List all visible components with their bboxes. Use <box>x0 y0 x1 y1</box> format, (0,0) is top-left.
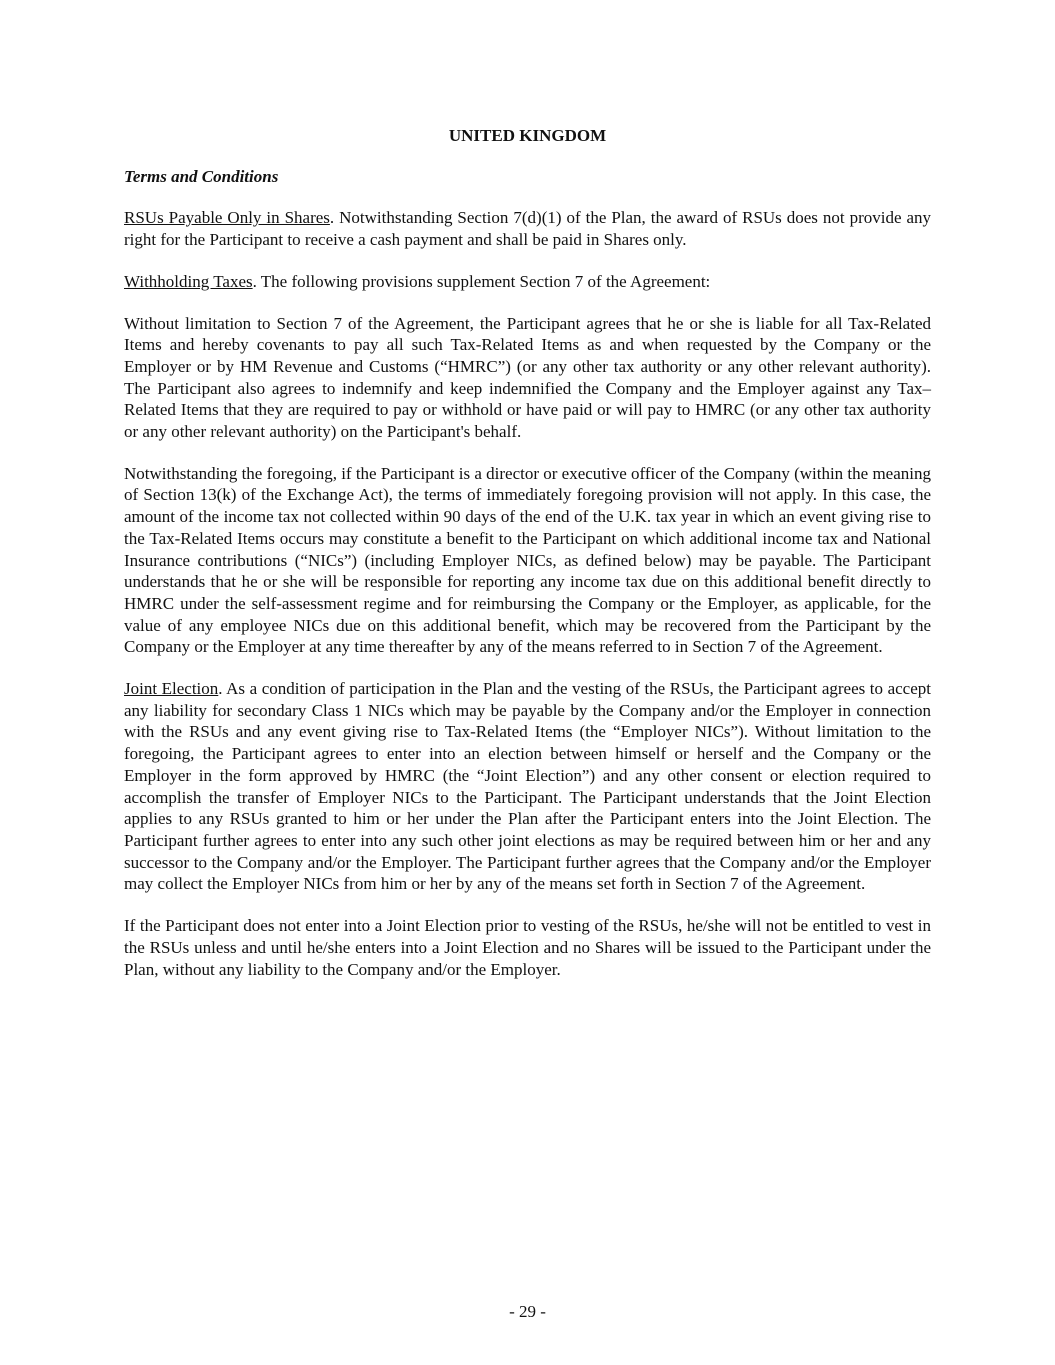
document-body <box>124 125 931 1000</box>
section-subheading: Terms and Conditions <box>124 166 279 186</box>
no-election-paragraph: If the Participant does not enter into a Joint Election prior to vesting of the RSUs, he/she will not be entitled to vest in the RSUs unless and until he/she enters into a Joint Election and no Shares will be issued to the Participant under the Plan, without any liability to the Company and/or the Employer. <box>124 916 931 979</box>
joint-election-paragraph <box>124 678 931 895</box>
withholding-paragraph <box>124 271 931 293</box>
withholding-text: . The following provisions supplement Section 7 of the Agreement: <box>252 271 711 291</box>
joint-election-text: . As a condition of participation in the Plan and the vesting of the RSUs, the Participant agrees to accept any liability for secondary Class 1 NICs which may be payable by the Company and/or the Employer in connection with the RSUs and any event giving rise to Tax-Related Items (the “Employer NICs”). Without limitation to the foregoing, the Participant agrees to enter into an election between himself or herself and the Company or the Employer in the form approved by HMRC (the “Joint Election”) and any other consent or election required to accomplish the transfer of Employer NICs to the Participant. The Participant understands that the Joint Election applies to any RSUs granted to him or her under the Plan after the Participant enters into the Joint Election. The Participant further agrees to enter into any such other joint elections as may be required between him or her and any successor to the Company and/or the Employer. The Participant further agrees that the Company and/or the Employer may collect the Employer NICs from him or her by any of the means set forth in Section 7 of the Agreement. <box>124 679 931 894</box>
rsus-payable-title: RSUs Payable Only in Shares <box>124 208 330 228</box>
rsus-payable-text: . Notwithstanding Section 7(d)(1) of the Plan, the award of RSUs does not provide any right for the Participant to receive a cash payment and shall be paid in Shares only. <box>124 208 932 250</box>
joint-election-title: Joint Election <box>124 679 219 699</box>
withholding-title: Withholding Taxes <box>124 271 253 291</box>
without-limitation-paragraph: Without limitation to Section 7 of the Agreement, the Participant agrees that he or she is liable for all Tax-Related Items and hereby covenants to pay all such Tax-Related Items as and when requested by the Company or the Employer or by HM Revenue and Customs (“HMRC”) (or any other tax authority or any other relevant authority). The Participant also agrees to indemnify and keep indemnified the Company and the Employer against any Tax–Related Items that they are required to pay or withhold or have paid or will pay to HMRC (or any other tax authority or any other relevant authority) on the Participant's behalf. <box>124 313 931 442</box>
page-number: - 29 - <box>509 1302 546 1321</box>
page-title: UNITED KINGDOM <box>448 126 607 145</box>
rsus-payable-paragraph <box>124 207 931 250</box>
notwithstanding-paragraph: Notwithstanding the foregoing, if the Participant is a director or executive officer of the Company (within the meaning of Section 13(k) of the Exchange Act), the terms of immediately foregoing provision will not apply. In this case, the amount of the income tax not collected within 90 days of the end of the U.K. tax year in which an event giving rise to the Tax-Related Items occurs may constitute a benefit to the Participant on which additional income tax and National Insurance contributions (“NICs”) (including Employer NICs, as defined below) may be payable. The Participant understands that he or she will be responsible for reporting any income tax due on this additional benefit directly to HMRC under the self-assessment regime and for reimbursing the Company or the Employer, as applicable, for the value of any employee NICs due on this additional benefit, which may be recovered from the Participant by the Company or the Employer at any time thereafter by any of the means referred to in Section 7 of the Agreement. <box>124 463 931 657</box>
